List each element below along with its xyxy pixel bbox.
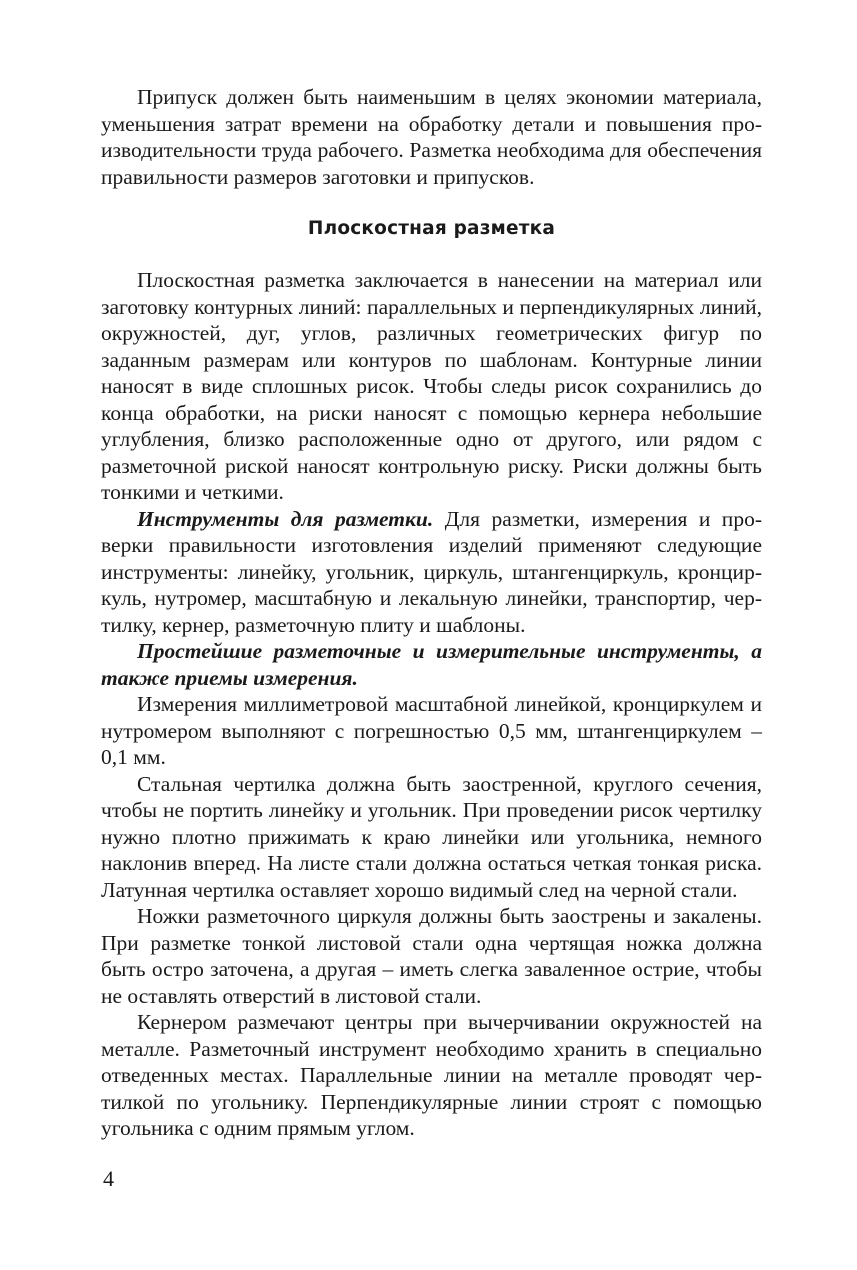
paragraph-compass: Ножки разметочного циркуля должны быть заострены и закалены. При разметке тонкой листовой стали одна чертящая ножка должна быть остро заточена, а другая – иметь слегка заваленное острие, чтобы не оставлять отверстий в листовой стали. (101, 904, 762, 1008)
page-number: 4 (103, 1166, 114, 1191)
section-heading: Плоскостная разметка (307, 218, 556, 239)
subheading-simple-tools: Простейшие разметочные и измерительные инструменты, а также приемы измерения. (101, 639, 762, 690)
paragraph-scriber: Стальная чертилка должна быть заостренной, круглого сечения, чтобы не портить линейку и угольник. При проведении рисок чертилку нужно плотно прижимать к краю линейки или угольника, немного наклонив вперед. На листе стали должна остаться четкая тонкая риска. Латунная чертилка оставляет хорошо видимый след на черной стали. (101, 771, 762, 902)
page-body (101, 84, 762, 1142)
paragraph-center-punch: Кернером размечают центры при вычерчивании окружностей на металле. Разметочный инструмент необходимо хранить в специально отведенных местах. Параллельные линии на металле проводят чертилкой по угольнику. Перпендикулярные линии строят с помощью угольника с одним прямым углом. (101, 1010, 762, 1140)
paragraph-flat-marking: Плоскостная разметка заключается в нанесении на материал или заготовку контурных линий: параллельных и перпендикулярных линий, окружностей, дуг, углов, различных геометрических фигур по заданным размерам или контуров по шаблонам. Контурные линии наносят в виде сплошных рисок. Чтобы следы рисок сохранились до конца обработки, на риски наносят с помощью кернера небольшие углубления, близко расположенные одно от другого, или рядом с разметочной риской наносят контрольную риску. Риски должны быть тонкими и четкими. (101, 268, 762, 504)
intro-paragraph: Припуск должен быть наименьшим в целях экономии материала, уменьшения затрат времени на обработку детали и повышения производительности труда рабочего. Разметка необходима для обеспечения правильности размеров заготовки и припусков. (101, 85, 762, 189)
tools-lead: Инструменты для разметки. (137, 506, 434, 531)
paragraph-measurement-accuracy: Измерения миллиметровой масштабной линейкой, кронциркулем и нутромером выполняют с погрешностью 0,5 мм, штангенциркулем – 0,1 мм. (101, 692, 762, 769)
tools-body: Для разметки, измерения и проверки правильности изготовления изделий применяют следующие инструменты: линейку, угольник, циркуль, штангенциркуль, кронциркуль, нутромер, масштабную и лекальную линейки, транспортир, чертилку, кернер, разметочную плиту и шаблоны. (101, 506, 762, 637)
paragraph-tools (101, 506, 762, 639)
